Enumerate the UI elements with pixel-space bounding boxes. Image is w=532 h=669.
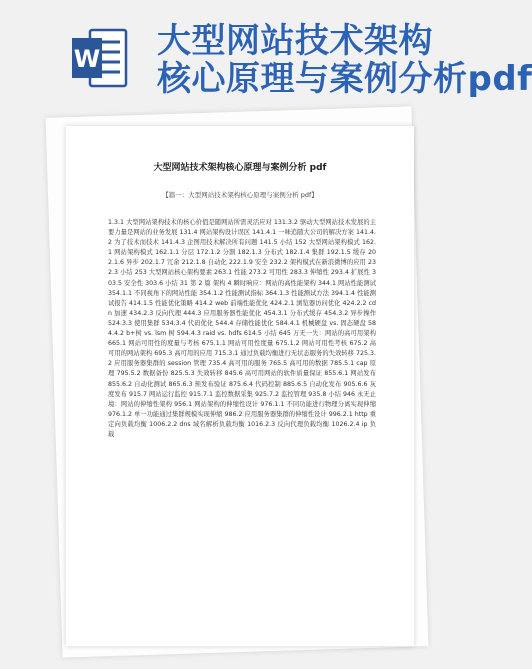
document-title: 大型网站技术架构核心原理与案例分析 pdf [153, 163, 327, 173]
banner [0, 0, 532, 110]
banner-title-line1: 大型网站技术架构 [157, 21, 433, 61]
document-body: 1.3.1 大型网站架构技术的核心价值是随网站所需灵活应对 131.3.2 驱动大型网站技术发展的主要力量是网站的业务发展 131.4 网站架构设计误区 141.4.1 一味追随大公司的解决方案 141.4.2 为了技术而技术 141.4.3 企图用技术解决所有问题 141.5 小结 152 大型网站架构模式 162.1 网站架构模式 162.1.1 分层 172.1.2 分割 182.1.3 分布式 182.1.4 集群 192.1.5 缓存 202.1.6 异步 202.1.7 冗余 212.1.8 自动化 222.1.9 安全 232.2 架构模式在新浪微博的应用 232.3 小结 253 大型网站核心架构要素 263.1 性能 273.2 可用性 283.3 伸缩性 293.4 扩展性 303.5 安全性 303.6 小结 31 第 2 篇 架构 4 瞬时响应：网站的高性能架构 344.1 网站性能测试 354.1.1 不同视角下的网站性能 354.1.2 性能测试指标 364.1.3 性能测试方法 394.1.4 性能测试报告 414.1.5 性能优化策略 414.2 web 前端性能优化 424.2.1 浏览器访问优化 424.2.2 cdn 加速 434.2.3 反向代理 444.3 应用服务器性能优化 454.3.1 分布式缓存 454.3.2 异步操作 524.3.3 使用集群 534.3.4 代码优化 544.4 存储性能优化 584.4.1 机械硬盘 vs. 固态硬盘 584.4.2 b+树 vs. lsm 树 594.4.3 raid vs. hdfs 614.5 小结 645 万无一失：网站的高可用架构 665.1 网站可用性的度量与考核 675.1.1 网站可用性度量 675.1.2 网站可用性考核 675.2 高可用的网站架构 695.3 高可用的应用 715.3.1 通过负载均衡进行无状态服务的失效转移 725.3.2 应用服务器集群的 session 管理 735.4 高可用的服务 765.5 高可用的数据 785.5.1 cap 原理 795.5.2 数据备份 825.5.3 失效转移 845.6 高可用网站的软件质量保证 855.6.1 网站发布 855.6.2 自动化测试 865.6.3 预发布验证 875.6.4 代码控制 885.6.5 自动化发布 905.6.6 灰度发布 915.7 网站运行监控 915.7.1 监控数据采集 925.7.2 监控管理 935.8 小结 946 永无止境：网站的伸缩性架构 956.1 网站架构的伸缩性设计 976.1.1 不同功能进行物理分离实现伸缩 976.1.2 单一功能通过集群规模实现伸缩 986.2 应用服务器集群的伸缩性设计 996.2.1 http 重定向负载均衡 1006.2.2 dns 域名解析负载均衡 1016.2.3 反向代理负载均衡 1026.2.4 ip 负载 [108, 219, 376, 438]
document-page [66, 126, 414, 646]
banner-title-line2: 核心原理与案例分析pdf [157, 59, 532, 99]
banner-title [157, 21, 532, 99]
document-subtitle: 【篇一：大型网站技术架构核心原理与案例分析 pdf】 [162, 191, 318, 199]
word-logo-letter: W [73, 45, 101, 73]
word-document-icon [70, 26, 128, 90]
